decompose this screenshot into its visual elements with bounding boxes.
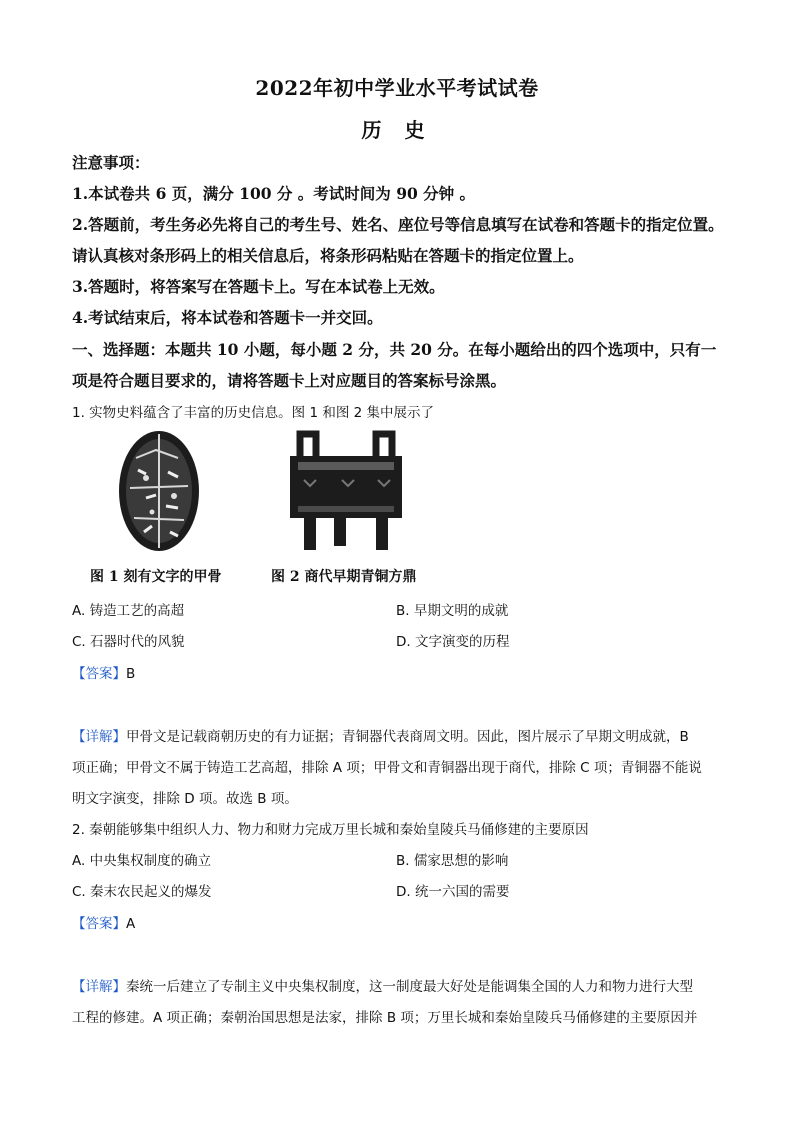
detail-text: 项正确；甲骨文不属于铸造工艺高超，排除 A 项；甲骨文和青铜器出现于商代，排除 C 项；青铜器不能说 <box>72 760 702 776</box>
option-b: B. 早期文明的成就 <box>396 603 509 619</box>
question-stem: 1. 实物史料蕴含了丰富的历史信息。图 1 和图 2 集中展示了 <box>72 405 435 421</box>
answer-line <box>72 662 135 682</box>
option-d: D. 文字演变的历程 <box>396 634 510 650</box>
figure-caption: 图 2 商代早期青铜方鼎 <box>271 569 417 585</box>
exam-title: 2022年初中学业水平考试试卷 <box>255 76 539 100</box>
option-a: A. 中央集权制度的确立 <box>72 853 212 869</box>
section-heading: 一、选择题：本题共 10 小题，每小题 2 分，共 20 分。在每小题给出的四个选项中，只有一 <box>72 340 717 359</box>
bronze-ding-image <box>282 428 410 556</box>
detail-tag: 【详解】 <box>72 729 126 745</box>
oracle-bone-image <box>116 428 202 554</box>
answer-tag: 【答案】 <box>72 916 126 932</box>
detail-line <box>72 975 693 995</box>
note-item: 3.答题时，将答案写在答题卡上。写在本试卷上无效。 <box>72 277 445 296</box>
option-c: C. 石器时代的风貌 <box>72 634 185 650</box>
detail-line <box>72 725 689 745</box>
note-item: 4.考试结束后，将本试卷和答题卡一并交回。 <box>72 308 383 327</box>
figure-caption: 图 1 刻有文字的甲骨 <box>90 569 222 585</box>
note-item: 1.本试卷共 6 页，满分 100 分 。考试时间为 90 分钟 。 <box>72 184 476 203</box>
section-heading-cont: 项是符合题目要求的，请将答题卡上对应题目的答案标号涂黑。 <box>72 371 507 390</box>
detail-text: 工程的修建。A 项正确；秦朝治国思想是法家，排除 B 项；万里长城和秦始皇陵兵马俑修建的主要原因并 <box>72 1010 698 1026</box>
answer-tag: 【答案】 <box>72 666 126 682</box>
notes-heading: 注意事项： <box>72 153 150 172</box>
option-c: C. 秦末农民起义的爆发 <box>72 884 212 900</box>
option-d: D. 统一六国的需要 <box>396 884 510 900</box>
question-stem: 2. 秦朝能够集中组织人力、物力和财力完成万里长城和秦始皇陵兵马俑修建的主要原因 <box>72 822 589 838</box>
detail-text: 甲骨文是记载商朝历史的有力证据；青铜器代表商周文明。因此，图片展示了早期文明成就，B <box>126 729 689 745</box>
detail-tag: 【详解】 <box>72 979 126 995</box>
answer-value: A <box>126 916 136 932</box>
subject-title: 历 史 <box>361 118 433 142</box>
option-b: B. 儒家思想的影响 <box>396 853 509 869</box>
answer-line <box>72 912 135 932</box>
option-a: A. 铸造工艺的高超 <box>72 603 185 619</box>
note-item: 2.答题前，考生务必先将自己的考生号、姓名、座位号等信息填写在试卷和答题卡的指定位置。 <box>72 215 724 234</box>
detail-text: 明文字演变，排除 D 项。故选 B 项。 <box>72 791 298 807</box>
answer-value: B <box>126 666 136 682</box>
detail-text: 秦统一后建立了专制主义中央集权制度，这一制度最大好处是能调集全国的人力和物力进行大型 <box>126 979 693 995</box>
note-item: 请认真核对条形码上的相关信息后，将条形码粘贴在答题卡的指定位置上。 <box>72 246 584 265</box>
